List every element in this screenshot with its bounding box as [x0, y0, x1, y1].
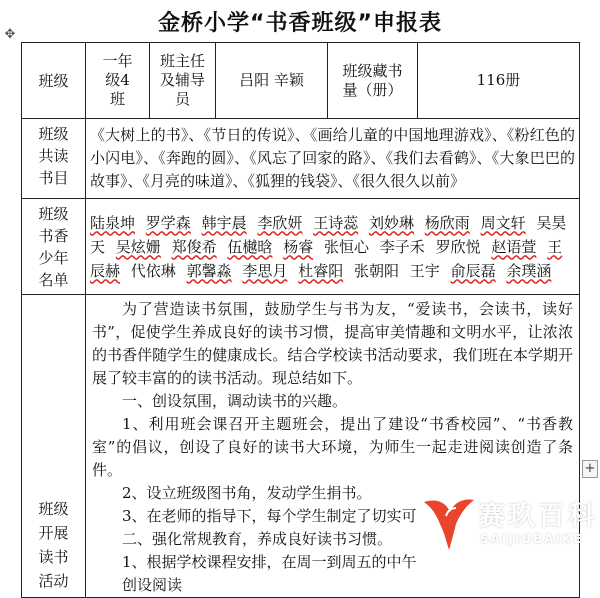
activity-paragraph: 创设阅读	[122, 576, 183, 594]
student-name: 郑俊希	[171, 237, 217, 256]
student-name: 刘妙琳	[368, 213, 414, 232]
student-name: 吴昊天	[90, 213, 567, 256]
watermark-en-text: SAIJIUBAIKE	[480, 532, 584, 546]
students-label: 班级书香少年名单	[22, 199, 86, 295]
activity-paragraph: 2、设立班级图书角，发动学生捐书。	[122, 484, 372, 502]
watermark-cn-text: 赛玖百科	[478, 501, 598, 532]
activity-paragraph: 1、根据学校课程安排，在周一到周五的中午	[122, 553, 417, 571]
student-name: 陆泉坤	[90, 213, 136, 232]
student-name: 罗欣悦	[435, 237, 481, 256]
students-row	[22, 199, 580, 295]
student-name: 吴炫姗	[115, 237, 161, 256]
book-count-label: 班级藏书量（册）	[328, 43, 418, 119]
teacher-value[interactable]: 吕阳 辛颖	[216, 43, 328, 119]
student-name: 韩宇晨	[201, 213, 247, 232]
student-name: 赵语萱	[491, 237, 537, 256]
activity-paragraph: 1、利用班会课召开主题班会，提出了建设“书香校园”、“书香教室”的倡议，创设了良好的读书大环境，为师生一起走进阅读创造了条件。	[92, 415, 573, 479]
student-name: 杨睿	[283, 237, 314, 256]
activity-paragraph: 3、在老师的指导下，每个学生制定了切实可	[122, 507, 417, 525]
shared-books-label: 班级共读书目	[22, 119, 86, 199]
class-label: 班级	[22, 43, 86, 119]
student-name: 王辰赫	[90, 237, 563, 280]
student-name: 杜睿阳	[298, 261, 344, 280]
class-row	[22, 43, 580, 119]
student-name: 李子禾	[379, 237, 425, 256]
student-name: 李思月	[242, 261, 288, 280]
watermark-logo	[416, 488, 600, 560]
student-name: 王宇	[409, 261, 440, 280]
student-name: 杨欣雨	[424, 213, 470, 232]
student-name: 代依琳	[130, 261, 176, 280]
activities-label: 班级开展读书活动	[22, 295, 86, 598]
class-value[interactable]: 一年级4班	[86, 43, 150, 119]
activity-paragraph: 二、强化常规教育，养成良好读书习惯。	[122, 530, 393, 548]
student-name: 郭馨淼	[186, 261, 232, 280]
student-name: 俞辰磊	[450, 261, 496, 280]
student-name: 周文轩	[480, 213, 526, 232]
student-name: 张恒心	[323, 237, 369, 256]
student-name: 罗学森	[145, 213, 191, 232]
student-name: 张朝阳	[353, 261, 399, 280]
move-cross-icon[interactable]: ✥	[4, 27, 16, 42]
teacher-label: 班主任及辅导员	[150, 43, 216, 119]
shared-books-text[interactable]: 《大树上的书》、《节日的传说》、《画给儿童的中国地理游戏》、《粉红色的小闪电》、《奔跑的圆》、《风忘了回家的路》、《我们去看鹤》、《大象巴巴的故事》、《月亮的味道》、《狐狸的钱袋》、《很久很久以前》	[86, 119, 580, 199]
student-name: 伍樾晗	[227, 237, 273, 256]
plus-icon[interactable]: +	[582, 460, 598, 478]
student-name: 王诗蕊	[313, 213, 359, 232]
student-name: 余璞涵	[506, 261, 552, 280]
page-title: 金桥小学“书香班级”申报表	[158, 11, 442, 36]
shared-books-row	[22, 119, 580, 199]
student-name: 李欣妍	[257, 213, 303, 232]
activity-paragraph: 为了营造读书氛围，鼓励学生与书为友，“爱读书，会读书，读好书”，促使学生养成良好的读书习惯，提高审美情趣和文明水平，让浓浓的书香伴随学生的健康成长。结合学校读书活动要求，我们班在本学期开展了较丰富的的读书活动。现总结如下。	[92, 300, 573, 387]
students-names[interactable]	[86, 199, 580, 295]
book-count-value[interactable]: 116册	[418, 43, 580, 119]
activity-paragraph: 一、创设氛围，调动读书的兴趣。	[122, 392, 348, 410]
